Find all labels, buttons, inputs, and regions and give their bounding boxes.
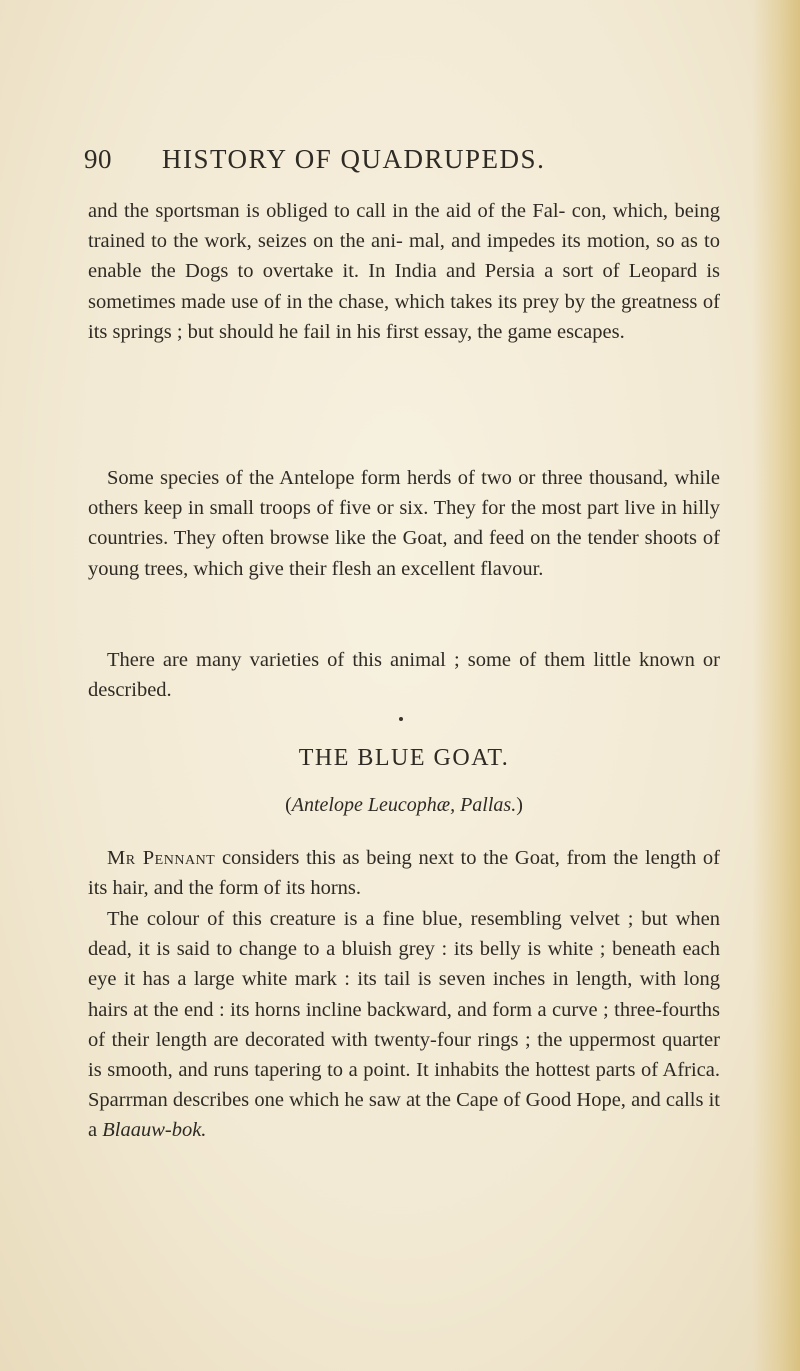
paragraph-falcon [88,196,720,347]
subtitle-open-paren: ( [285,794,292,816]
page-header [84,144,720,184]
subtitle-text: Antelope Leucophæ, Pallas. [291,794,517,816]
paragraph-varieties [88,645,720,705]
paragraph-text: There are many varieties of this animal ; some of them little known or described. [88,649,720,702]
paragraph-text: and the sportsman is obliged to call in the aid of the Fal- con, which, being trained to the work, seizes on the ani- mal, and impedes its motion, so as to enable the Dogs to overtake it. In India and Persia a sort of Leopard is sometimes made use of in the chase, which takes its prey by the greatness of its springs ; but should he fail in his first essay, the game escapes. [88,200,720,343]
ornament-dot [399,717,403,721]
paragraph-antelope-herds [88,463,720,584]
paragraph-rest: considers this as being next to the Goat, from the length of its hair, and the form of its horns. [88,847,720,900]
paragraph-text [88,904,720,1146]
page-edge-shading [752,0,800,1371]
italic-term: Blaauw-bok. [102,1119,207,1142]
section-subtitle [88,794,720,817]
author-name: Mr Pennant [107,847,216,869]
paragraph-text [88,843,720,903]
subtitle-close-paren: ) [516,794,523,816]
paragraph-body: The colour of this creature is a fine blue, resembling velvet ; but when dead, it is said to change to a bluish grey : its belly is white ; beneath each eye it has a large white mark : its tail is seven inches in length, with long hairs at the end : its horns incline backward, and form a curve ; three-fourths of their length are decorated with twenty-four rings ; the uppermost quarter is smooth, and runs tapering to a point. It inhabits the hottest parts of Africa. Sparrman describes one which he saw at the Cape of Good Hope, and calls it a [88,908,720,1142]
page-number: 90 [84,144,112,174]
section-title: THE BLUE GOAT. [298,745,510,771]
paragraph-description [88,904,720,1146]
paragraph-pennant [88,843,720,903]
paragraph-text: Some species of the Antelope form herds of two or three thousand, while others keep in small troops of five or six. They for the most part live in hilly countries. They often browse like the Goat, and feed on the tender shoots of young trees, which give their flesh an excellent flavour. [88,467,720,580]
running-head: HISTORY OF QUADRUPEDS. [162,144,546,174]
